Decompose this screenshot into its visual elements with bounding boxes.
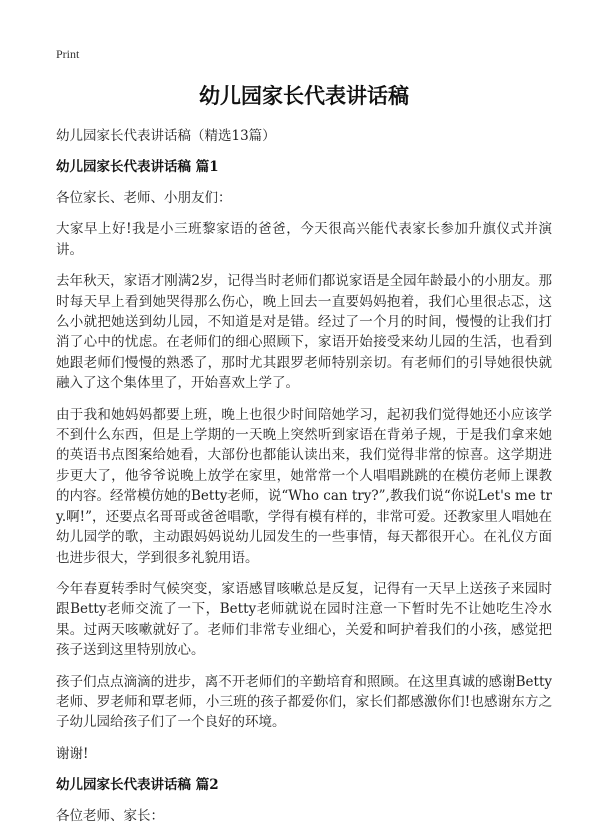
article-body [56, 157, 552, 827]
paragraph: 孩子们点点滴滴的进步，离不开老师们的辛勤培育和照顾。在这里真诚的感谢Betty老师、罗老师和覃老师，小三班的孩子都爱你们，家长们都感激你们!也感谢东方之子幼儿园给孩子们了一个良好的环境。 [56, 673, 552, 731]
print-link[interactable]: Print [56, 47, 80, 61]
document-subtitle: 幼儿园家长代表讲话稿（精选13篇） [56, 128, 276, 144]
paragraph: 各位老师、家长： [56, 808, 164, 825]
section-heading: 幼儿园家长代表讲话稿 篇2 [56, 777, 219, 794]
section-heading: 幼儿园家长代表讲话稿 篇1 [56, 159, 219, 175]
paragraph: 由于我和她妈妈都要上班，晚上也很少时间陪她学习，起初我们觉得她还小应该学不到什么东西，但是上学期的一天晚上突然听到家语在背弟子规，于是我们拿来她的英语书点图案给她看，大部份也都能认读出来，我们觉得非常的惊喜。这学期进步更大了，他爷爷说晚上放学在家里，她常常一个人唱唱跳跳的在模仿老师上课教的内容。经常模仿她的Betty老师，说“Who can try?”,教我们说“你说Let's me try.啊!”，还要点名哥哥或爸爸唱歌，学得有模有样的，非常可爱。还教家里人唱她在幼儿园学的歌，主动跟妈妈说幼儿园发生的一些事情，每天都很开心。在礼仪方面也进步很大，学到很多礼貌用语。 [56, 406, 552, 566]
paragraph: 各位家长、老师、小朋友们： [56, 190, 232, 206]
document-page [56, 44, 552, 838]
page-title: 幼儿园家长代表讲话稿 [199, 83, 409, 108]
paragraph: 谢谢! [56, 745, 89, 762]
paragraph: 今年春夏转季时气候突变，家语感冒咳嗽总是反复，记得有一天早上送孩子来园时跟Betty老师交流了一下，Betty老师就说在园时注意一下暂时先不让她吃生冷水果。过两天咳嗽就好了。老师们非常专业细心，关爱和呵护着我们的小孩，感觉把孩子送到这里特别放心。 [56, 580, 552, 659]
paragraph: 去年秋天，家语才刚满2岁，记得当时老师们都说家语是全园年龄最小的小朋友。那时每天早上看到她哭得那么伤心，晚上回去一直要妈妈抱着，我们心里很忐忑，这么小就把她送到幼儿园，不知道是对是错。经过了一个月的时间，慢慢的让我们打消了心中的忧虑。在老师们的细心照顾下，家语开始接受来幼儿园的生活，也看到她跟老师们慢慢的熟悉了，那时尤其跟罗老师特别亲切。有老师们的引导她很快就融入了这个集体里了，开始喜欢上学了。 [56, 273, 552, 392]
paragraph: 大家早上好!我是小三班黎家语的爸爸，今天很高兴能代表家长参加升旗仪式并演讲。 [56, 221, 552, 258]
